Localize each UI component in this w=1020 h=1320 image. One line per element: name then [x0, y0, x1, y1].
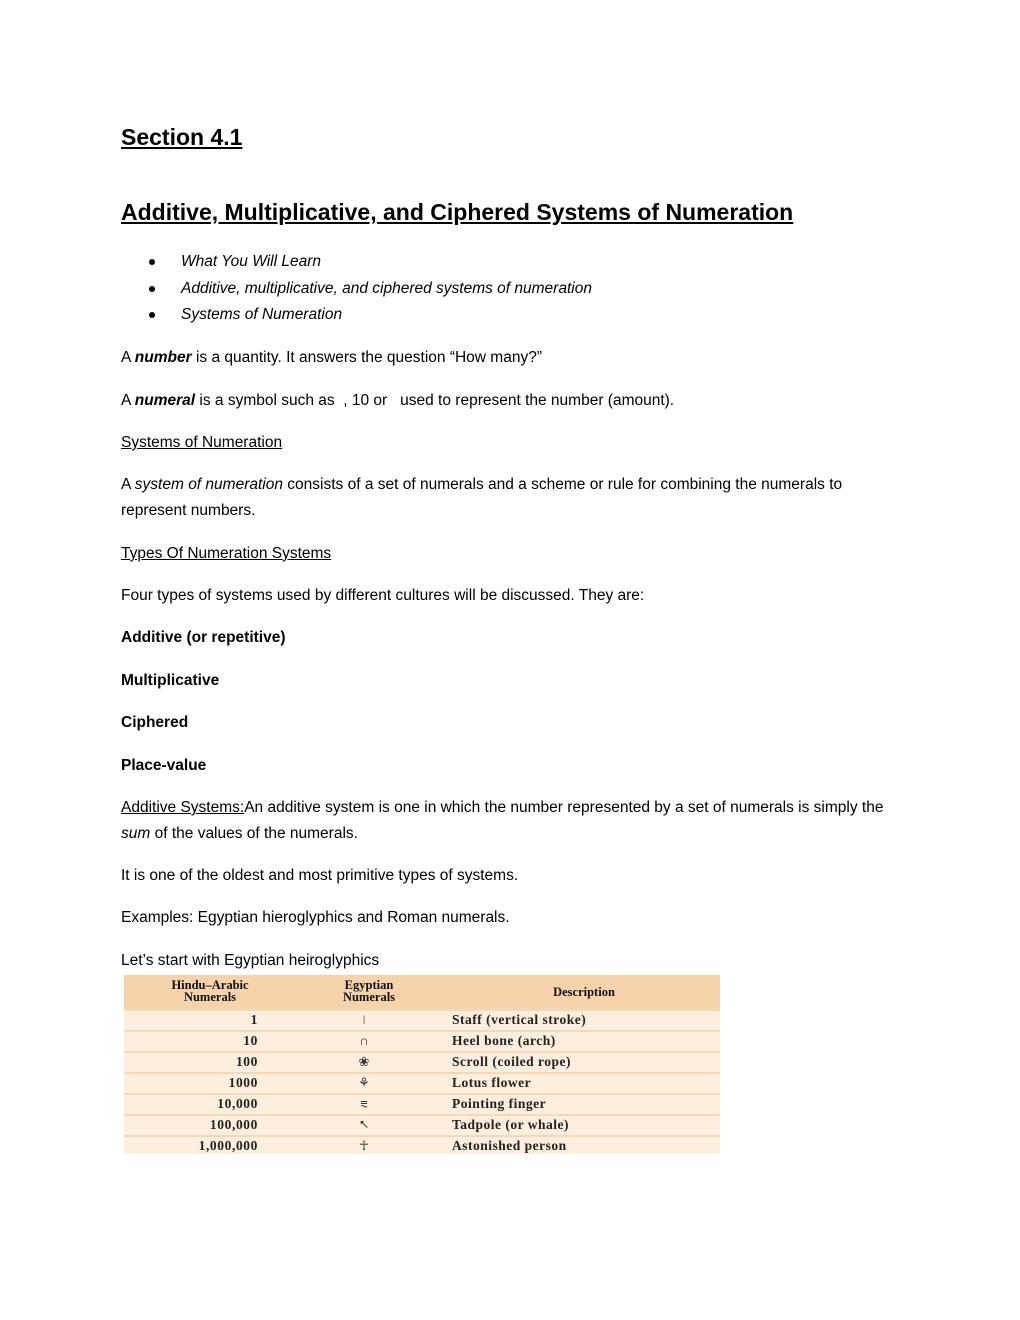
header-description: Description — [553, 985, 615, 999]
staff-icon: ǀ — [362, 1012, 366, 1027]
scroll-icon: ❀ — [358, 1054, 370, 1069]
bullet-item: Systems of Numeration — [121, 302, 592, 329]
number-definition: A number is a quantity. It answers the question “How many?” — [121, 349, 542, 366]
bullet-item: Additive, multiplicative, and ciphered systems of numeration — [121, 276, 592, 303]
bullet-icon — [149, 312, 155, 318]
numeral-description: Staff (vertical stroke) — [452, 1012, 587, 1027]
bullet-icon — [149, 259, 155, 265]
table-row — [124, 1093, 720, 1116]
numeral-description: Pointing finger — [452, 1096, 547, 1111]
pointing-finger-icon: ⩳ — [360, 1096, 368, 1111]
hindu-arabic-value: 100 — [235, 1054, 258, 1069]
header-hindu-arabic: Hindu–Arabic Numerals — [171, 978, 249, 1004]
numeral-definition: A numeral is a symbol such as , 10 or used to represent the number (amount). — [121, 392, 675, 409]
hindu-arabic-value: 100,000 — [209, 1117, 258, 1132]
section-title: Section 4.1 — [121, 124, 243, 150]
hindu-arabic-value: 10 — [243, 1033, 258, 1048]
table-row — [124, 1030, 720, 1053]
egyptian-numerals-table — [124, 975, 720, 1154]
section-subtitle: Additive, Multiplicative, and Ciphered Systems of Numeration — [121, 199, 794, 225]
tadpole-icon: ⭦ — [359, 1117, 369, 1132]
table-row — [124, 1114, 720, 1137]
examples-text: Examples: Egyptian hieroglyphics and Roman numerals. — [121, 909, 510, 926]
types-heading: Types Of Numeration Systems — [121, 545, 332, 562]
numeral-description: Scroll (coiled rope) — [452, 1054, 571, 1069]
table-row — [124, 1051, 720, 1074]
term-numeral: numeral — [134, 392, 196, 409]
table-row — [124, 1072, 720, 1095]
term-system-of-numeration: system of numeration — [134, 476, 283, 493]
additive-systems-paragraph: Additive Systems:An additive system is one in which the number represented by a set of numerals is simply the sum of the values of the numerals. — [121, 799, 884, 842]
table-row — [124, 1009, 720, 1032]
type-place-value: Place-value — [121, 757, 207, 774]
term-sum: sum — [121, 825, 151, 842]
term-number: number — [134, 349, 192, 366]
heel-bone-icon: ∩ — [359, 1033, 369, 1048]
lotus-flower-icon: ⚘ — [358, 1075, 370, 1090]
systems-heading: Systems of Numeration — [121, 434, 283, 451]
numeral-description: Astonished person — [452, 1138, 567, 1153]
learning-bullets — [121, 249, 592, 329]
additive-systems-label: Additive Systems: — [121, 799, 245, 816]
bullet-item: What You Will Learn — [121, 249, 592, 276]
header-egyptian: Egyptian Numerals — [342, 978, 396, 1004]
system-definition: A system of numeration consists of a set of numerals and a scheme or rule for combining the numerals to represent numbers. — [121, 476, 843, 519]
hindu-arabic-value: 1000 — [228, 1075, 258, 1090]
astonished-person-icon: ☥ — [359, 1138, 369, 1153]
oldest-systems-text: It is one of the oldest and most primitive types of systems. — [121, 867, 519, 884]
numeral-description: Tadpole (or whale) — [452, 1117, 570, 1132]
hindu-arabic-value: 1 — [250, 1012, 258, 1027]
table-row — [124, 1135, 720, 1156]
type-multiplicative: Multiplicative — [121, 672, 220, 689]
type-additive: Additive (or repetitive) — [121, 629, 286, 646]
type-ciphered: Ciphered — [121, 714, 189, 731]
bullet-icon — [149, 286, 155, 292]
hindu-arabic-value: 1,000,000 — [198, 1138, 258, 1153]
hindu-arabic-value: 10,000 — [217, 1096, 258, 1111]
table-header — [124, 975, 720, 1009]
types-intro: Four types of systems used by different cultures will be discussed. They are: — [121, 587, 645, 604]
lets-start-text: Let’s start with Egyptian heiroglyphics — [121, 952, 380, 969]
numeral-description: Heel bone (arch) — [452, 1033, 556, 1048]
numeral-description: Lotus flower — [452, 1075, 532, 1090]
